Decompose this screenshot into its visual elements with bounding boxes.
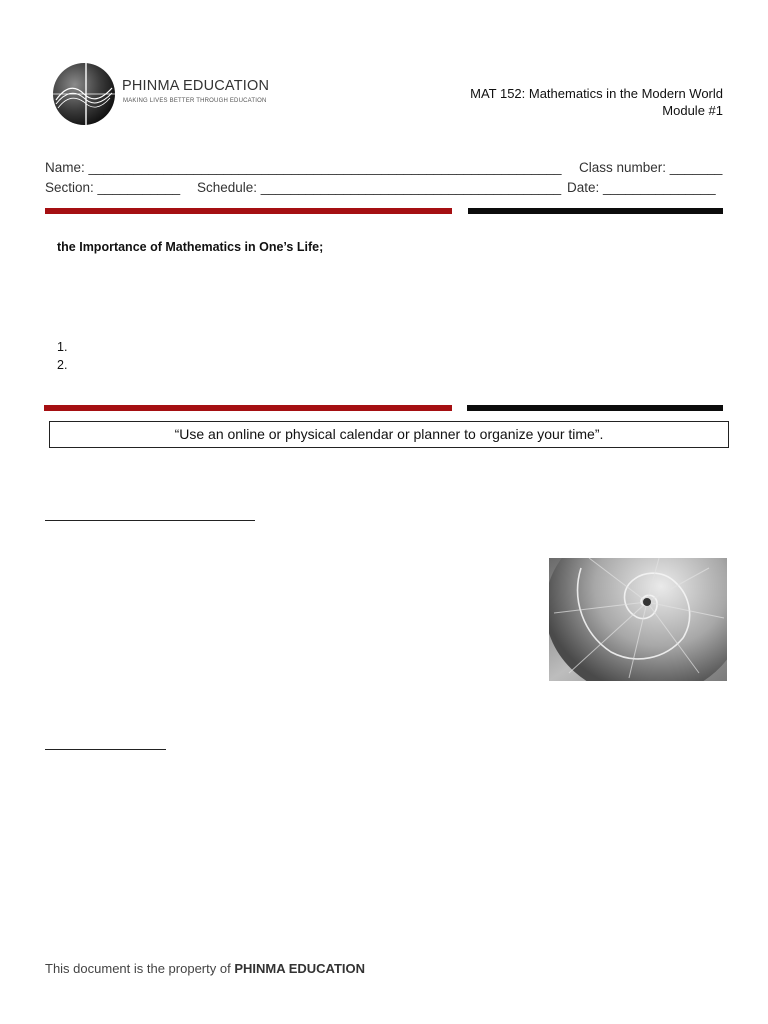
brand-tagline: MAKING LIVES BETTER THROUGH EDUCATION xyxy=(123,98,267,104)
blank-heading-line xyxy=(45,520,255,521)
phinma-logo-icon xyxy=(50,60,118,128)
nautilus-shell-image xyxy=(549,558,727,681)
footer-owner: PHINMA EDUCATION xyxy=(234,961,366,976)
footer-prefix: This document is the property of xyxy=(45,961,235,976)
name-field: Name: _______________________________________________________________ xyxy=(45,160,562,175)
schedule-field: Schedule: ________________________________________ xyxy=(197,180,562,195)
brand-logo xyxy=(50,60,280,128)
course-title: MAT 152: Mathematics in the Modern World xyxy=(470,86,723,101)
blank-heading-line xyxy=(45,749,166,750)
footer-note xyxy=(45,961,365,976)
reminder-box: “Use an online or physical calendar or planner to organize your time”. xyxy=(49,421,729,448)
divider-black xyxy=(467,405,723,411)
divider-red xyxy=(44,405,452,411)
module-number: Module #1 xyxy=(662,103,723,118)
divider-red xyxy=(45,208,452,214)
lesson-topic: the Importance of Mathematics in One’s Life; xyxy=(57,240,324,254)
objective-item: 2. xyxy=(57,358,68,372)
section-field: Section: ___________ xyxy=(45,180,181,195)
class-number-field: Class number: _______ xyxy=(579,160,723,175)
objective-item: 1. xyxy=(57,340,68,354)
date-field: Date: _______________ xyxy=(567,180,716,195)
brand-name: PHINMA EDUCATION xyxy=(122,78,270,94)
divider-black xyxy=(468,208,723,214)
